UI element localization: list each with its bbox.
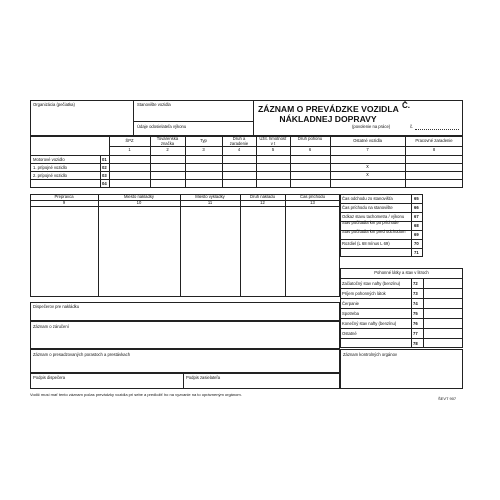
col-number: 7 xyxy=(366,147,369,152)
fuel-row-code: 75 xyxy=(413,311,418,316)
transport-table-line xyxy=(240,194,241,297)
col-header: Typ xyxy=(200,138,207,143)
fuel-table-line xyxy=(340,288,463,289)
vehicle-table-line xyxy=(30,171,463,172)
time-row-label: Čas príchodu na stanovište xyxy=(342,205,393,210)
transport-table-line xyxy=(30,206,340,207)
vehicle-table-line xyxy=(330,136,331,188)
col-number: 5 xyxy=(271,147,275,152)
footer-text: Vodič musí mať tento záznam počas prevádzky vozidla pri sebe a predložiť ho na vyzvanie na to oprávneným orgánom. xyxy=(30,392,242,397)
fuel-row-code: 76 xyxy=(413,321,418,326)
vehicle-table-line xyxy=(30,155,463,156)
fuel-row-code: 72 xyxy=(413,281,418,286)
time-row-label: Stav počítadla km po príchode xyxy=(342,220,399,225)
vehicle-table-line xyxy=(185,136,186,188)
time-row-code: 67 xyxy=(414,214,419,219)
form-subtitle: NÁKLADNEJ DOPRAVY xyxy=(279,114,377,124)
record-number-label: Č. xyxy=(402,101,410,110)
time-row-code: 66 xyxy=(414,205,419,210)
transport-table-line xyxy=(285,194,286,297)
fuel-row-label: Čerpanie xyxy=(342,301,359,306)
organization-label: Organizácia (pečiatka) xyxy=(33,102,75,107)
fuel-table-line xyxy=(340,308,463,309)
time-row-code: 69 xyxy=(414,232,419,237)
fuel-row-label: Príjem pohonných látok xyxy=(342,291,386,296)
dispatcher-instruction-label: Dispečerov pre nakládku xyxy=(33,304,80,309)
time-row-label: Odkaz stavu tachometra / výkonu xyxy=(342,214,405,219)
fuel-row-label: Začiatočný stav nafty (benzínu) xyxy=(342,281,401,286)
vehicle-failures-label: Záznam o záručení xyxy=(33,324,69,329)
col-header: ŠPZ xyxy=(125,138,134,143)
vehicle-table-line xyxy=(256,136,257,188)
col-header: Druh pohonu xyxy=(297,136,323,141)
row-code: 04 xyxy=(102,181,107,186)
time-row-label: Stav počítadla km pred odchodom xyxy=(342,229,406,234)
time-table-line xyxy=(340,248,423,249)
fuel-row-code: 77 xyxy=(413,331,418,336)
date-field-line xyxy=(415,129,459,130)
col-header: Prepravca xyxy=(54,194,74,199)
col-header: Čas príchodu xyxy=(300,194,325,199)
fuel-row-code: 78 xyxy=(413,341,418,346)
fuel-header: Pohonné látky a stav v litroch xyxy=(374,270,429,275)
col-number: 11 xyxy=(207,200,213,205)
sender-label: Údaje odosielateľa výkonu xyxy=(137,124,187,129)
fuel-row-label: Spotreba xyxy=(342,311,359,316)
col-header: Miesto vykládky xyxy=(195,194,225,199)
fuel-row-label: Konečný stav nafty (benzínu) xyxy=(342,321,397,326)
row-code: 01 xyxy=(102,157,107,162)
col-header: Miesto nakládky xyxy=(123,194,155,199)
col-number: 13 xyxy=(310,200,315,205)
driver-signature-label: Podpis zasielateľa xyxy=(186,375,221,380)
vehicle-table-line xyxy=(290,136,291,188)
fuel-table-line xyxy=(340,328,463,329)
col-header: Ostatné vozidla xyxy=(353,138,382,143)
time-row-code: 65 xyxy=(414,196,419,201)
col-number: 3 xyxy=(202,147,205,152)
row-code: 03 xyxy=(102,173,107,178)
driver-record-label: Záznam o presadzovaných porastoch a prestávkach xyxy=(33,352,131,357)
fuel-row-code: 73 xyxy=(413,291,418,296)
vehicle-table-line xyxy=(150,136,151,188)
dispatcher-signature-label: Podpis dispečera xyxy=(33,375,66,380)
vehicle-table-line xyxy=(100,155,101,188)
row-label: 2. prípojné vozidlo xyxy=(33,173,67,178)
signature-box xyxy=(30,373,340,389)
vehicle-station-label: Stanovište vozidla xyxy=(137,102,171,107)
inspection-record-label: Záznam kontrolných orgánov xyxy=(343,352,397,357)
signature-divider xyxy=(183,373,184,389)
fuel-table-line xyxy=(340,338,463,339)
vehicle-table-line xyxy=(109,136,110,188)
col-number: 4 xyxy=(237,147,241,152)
fuel-table-line xyxy=(340,318,463,319)
col-header: Druh nákladu xyxy=(250,194,275,199)
vehicle-table-line xyxy=(405,136,406,188)
row-label: 1. prípojné vozidlo xyxy=(33,165,67,170)
fuel-table-line xyxy=(340,278,463,279)
row-label: Motorové vozidlo xyxy=(33,157,65,162)
transport-table-line xyxy=(180,194,181,297)
col-number: 10 xyxy=(136,200,142,205)
row-mark: x xyxy=(366,164,369,170)
fuel-table-line xyxy=(340,298,463,299)
col-header: Užit. hmotnosť v t xyxy=(259,136,287,146)
header-divider xyxy=(133,121,253,122)
col-number: 2 xyxy=(166,147,169,152)
vehicle-table-line xyxy=(30,163,463,164)
col-header: Továrenská značka xyxy=(156,136,179,146)
col-number: 12 xyxy=(260,200,265,205)
header-divider xyxy=(253,100,254,136)
form-title: ZÁZNAM O PREVÁDZKE VOZIDLA xyxy=(258,104,399,114)
header-divider xyxy=(133,100,134,136)
vehicle-table-line xyxy=(222,136,223,188)
time-row-label: Čas odchodu zo stanovišťa xyxy=(342,196,393,201)
time-row-code: 71 xyxy=(414,250,419,255)
date-prefix: č. xyxy=(410,124,414,129)
fuel-row-code: 74 xyxy=(413,301,418,306)
time-row-code: 70 xyxy=(414,241,419,246)
time-table-line xyxy=(340,239,423,240)
time-row-code: 68 xyxy=(414,223,419,228)
time-table-line xyxy=(340,203,423,204)
col-header: Pracovné zaradenie xyxy=(415,138,453,143)
form-code: ŠEVT 907 xyxy=(438,396,457,401)
time-table-line xyxy=(340,212,423,213)
row-code: 02 xyxy=(102,165,107,170)
fuel-row-label: Ostatné xyxy=(342,331,357,336)
time-row-label: Rozdiel (L 68 mínus L 69) xyxy=(342,241,390,246)
col-number: 1 xyxy=(128,147,131,152)
vehicle-failures-box xyxy=(30,321,340,349)
vehicle-table-line xyxy=(30,179,463,180)
col-header: Druh a zaradenie xyxy=(229,136,249,146)
col-number: 9 xyxy=(62,200,66,205)
col-number: 6 xyxy=(308,147,312,152)
transport-table-line xyxy=(98,194,99,297)
transport-table xyxy=(30,194,340,297)
date-note: (povolenie na práce) xyxy=(352,124,391,129)
row-mark: x xyxy=(366,172,369,178)
col-number: 8 xyxy=(432,147,436,152)
